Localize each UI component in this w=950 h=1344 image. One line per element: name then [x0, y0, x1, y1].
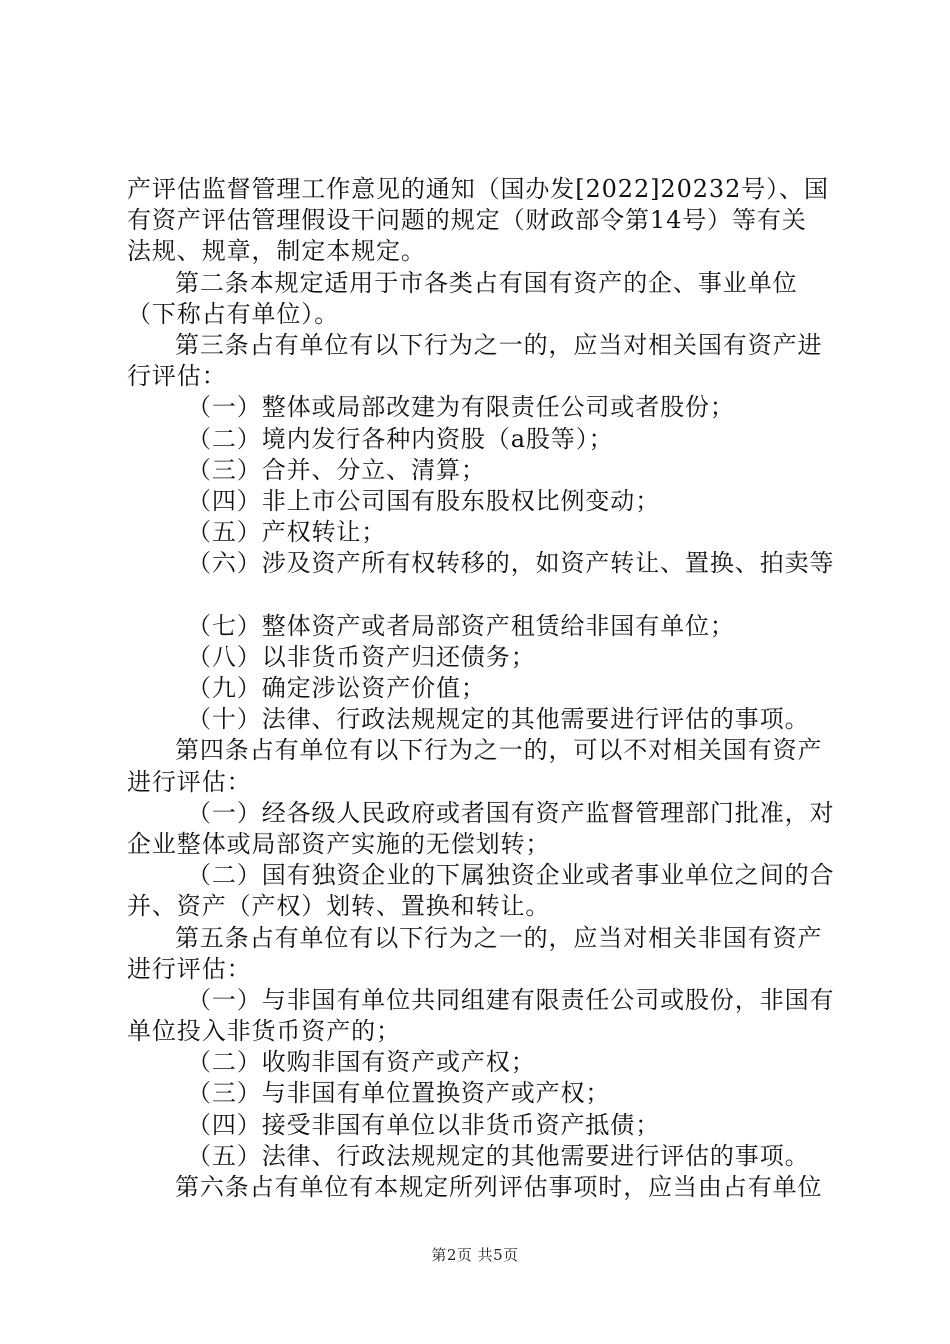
text-line: 进行评估：	[127, 767, 252, 796]
list-item: （六）涉及资产所有权转移的，如资产转让、置换、拍卖等	[187, 549, 835, 578]
text-line: 法规、规章，制定本规定。	[127, 237, 426, 266]
text-line: （下称占有单位）。	[127, 299, 340, 328]
blank-line	[127, 579, 839, 610]
list-item: （二）国有独资企业的下属独资企业或者事业单位之间的合	[187, 861, 835, 890]
text-line: 有资产评估管理假设干问题的规定（财政部令第14号）等有关	[127, 206, 807, 235]
list-item: （三）合并、分立、清算；	[187, 455, 486, 484]
list-item: （九）确定涉讼资产价值；	[187, 674, 486, 702]
text-line: 行评估：	[127, 362, 227, 391]
document-body	[127, 174, 839, 1203]
list-item: （三）与非国有单位置换资产或产权；	[187, 1079, 611, 1108]
article-5-heading: 第五条占有单位有以下行为之一的，应当对相关非国有资产	[175, 923, 823, 952]
list-item: （八）以非货币资产归还债务；	[187, 642, 536, 671]
list-item: （一）经各级人民政府或者国有资产监督管理部门批准，对	[187, 798, 835, 827]
article-6-heading: 第六条占有单位有本规定所列评估事项时，应当由占有单位	[175, 1173, 823, 1201]
list-item: （五）法律、行政法规规定的其他需要进行评估的事项。	[187, 1141, 810, 1170]
page-number-footer: 第2页 共5页	[431, 1246, 519, 1264]
text-line: 并、资产（产权）划转、置换和转让。	[127, 892, 551, 921]
article-3-heading: 第三条占有单位有以下行为之一的，应当对相关国有资产进	[175, 330, 823, 359]
article-4-heading: 第四条占有单位有以下行为之一的，可以不对相关国有资产	[175, 736, 823, 765]
list-item: （五）产权转让；	[187, 518, 387, 547]
list-item: （二）收购非国有资产或产权；	[187, 1048, 536, 1077]
list-item: （四）接受非国有单位以非货币资产抵债；	[187, 1110, 661, 1139]
list-item: （一）整体或局部改建为有限责任公司或者股份；	[187, 393, 735, 422]
list-item: （七）整体资产或者局部资产租赁给非国有单位；	[187, 611, 735, 640]
article-2-heading: 第二条本规定适用于市各类占有国有资产的企、事业单位	[175, 268, 798, 297]
text-line: 产评估监督管理工作意见的通知（国办发[2022]20232号）、国	[127, 175, 829, 203]
list-item: （二）境内发行各种内资股（a股等）；	[187, 424, 614, 453]
text-line: 单位投入非货币资产的；	[127, 1017, 401, 1046]
text-line: 企业整体或局部资产实施的无偿划转；	[127, 829, 551, 858]
list-item: （一）与非国有单位共同组建有限责任公司或股份，非国有	[187, 985, 835, 1014]
list-item: （四）非上市公司国有股东股权比例变动；	[187, 486, 661, 515]
text-line: 进行评估：	[127, 954, 252, 983]
list-item: （十）法律、行政法规规定的其他需要进行评估的事项。	[187, 705, 810, 734]
